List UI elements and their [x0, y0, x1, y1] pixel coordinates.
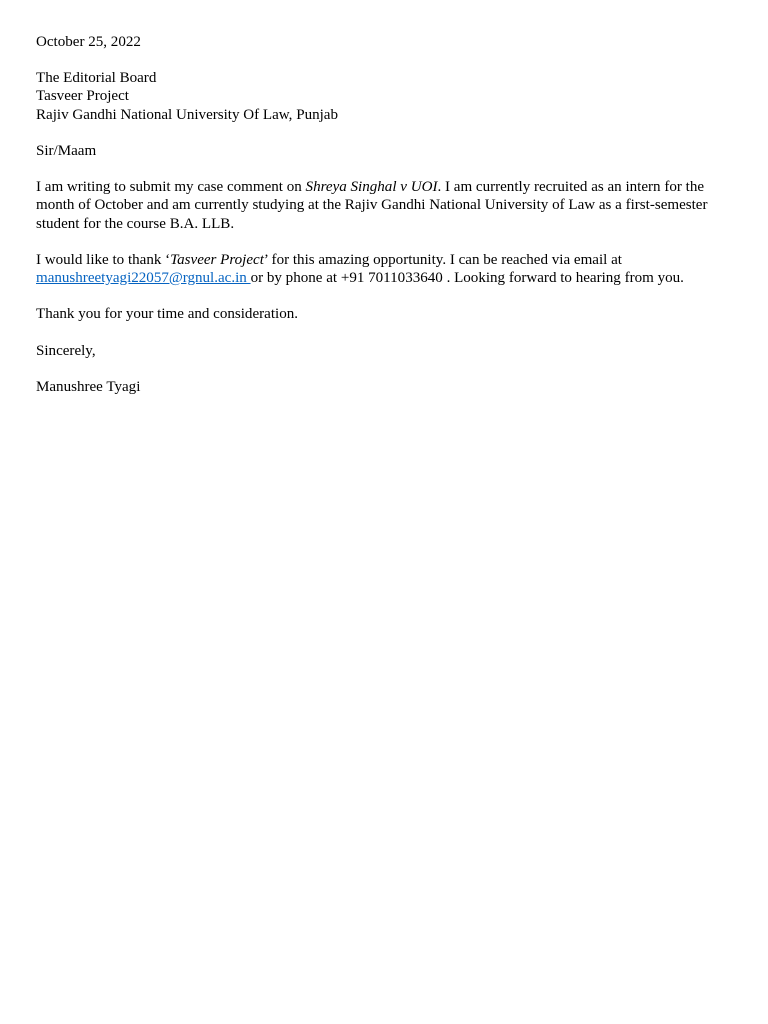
signature-name: Manushree Tyagi: [36, 378, 141, 395]
project-name: Tasveer Project: [170, 251, 264, 268]
recipient-line-board: The Editorial Board: [36, 70, 157, 87]
recipient-line-university: Rajiv Gandhi National University Of Law, Punjab: [36, 106, 338, 123]
paragraph-submission-intro: I am writing to submit my case comment on: [36, 179, 306, 196]
letter-date: October 25, 2022: [36, 34, 141, 50]
paragraph-contact-intro: I would like to thank ‘: [36, 251, 171, 268]
thanks-line: Thank you for your time and consideration.: [36, 306, 298, 323]
salutation: Sir/Maam: [36, 142, 97, 159]
paragraph-contact: [36, 251, 732, 287]
case-name: Shreya Singhal v UOI: [305, 179, 438, 196]
paragraph-submission-rest: . I am currently recruited as an intern for the month of October and am currently studying at the Rajiv Gandhi National University of Law as a first-semester student for the course B.A. LLB.: [36, 179, 708, 232]
paragraph-submission: [36, 178, 732, 232]
letter-body: [36, 33, 732, 414]
paragraph-contact-middle: ’ for this amazing opportunity. I can be reached via email at: [263, 251, 622, 268]
recipient-address: [36, 69, 732, 123]
paragraph-contact-rest: or by phone at +91 7011033640 . Looking forward to hearing from you.: [250, 269, 684, 286]
email-link[interactable]: manushreetyagi22057@rgnul.ac.in: [36, 269, 251, 286]
closing: Sincerely,: [36, 342, 96, 359]
recipient-line-project: Tasveer Project: [36, 88, 129, 105]
